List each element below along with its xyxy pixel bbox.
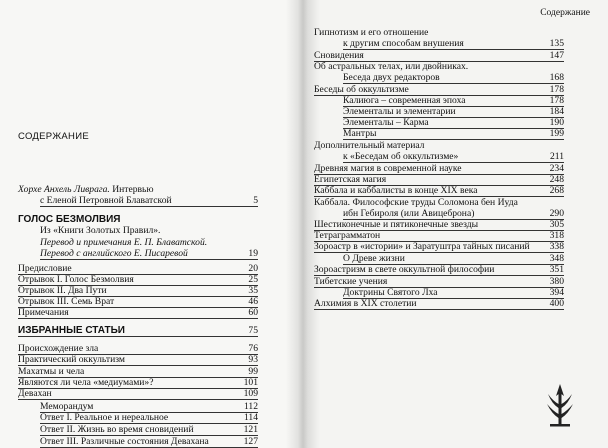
entry-page-number: 135: [549, 38, 564, 49]
entry-page-number: 35: [248, 285, 258, 296]
entry-title: Сновидения: [314, 50, 364, 61]
entry-title: Ответ III. Различные состояния Девахана: [40, 436, 209, 447]
right-entry: [314, 197, 564, 208]
entry-page-number: 112: [243, 401, 258, 412]
entry-title: О Древе жизни: [343, 253, 405, 264]
entry-page-number: 93: [248, 354, 258, 365]
entry-page-number: 20: [248, 263, 258, 274]
entry-title: Девахан: [18, 388, 52, 399]
entry-title: Каббала. Философские труды Соломона бен Иуда: [314, 197, 518, 208]
entry-title: к другим способам внушения: [343, 38, 464, 49]
entry-title: Каббала и каббалисты в конце XIX века: [314, 185, 478, 196]
publisher-logo-icon: [546, 382, 574, 428]
entry-page-number: 5: [253, 195, 258, 206]
entry-page-number: 109: [243, 388, 258, 399]
entry-page-number: 199: [549, 128, 564, 139]
entry-page-number: 318: [549, 230, 564, 241]
entry-title: Тибетские учения: [314, 276, 388, 287]
entry-page-number: 99: [248, 366, 258, 377]
entry-title: Зороастр в «истории» и Заратуштра тайных писаний: [314, 241, 530, 252]
entry-title: Доктрины Святого Лха: [343, 287, 438, 298]
entry-title: ИЗБРАННЫЕ СТАТЬИ: [18, 325, 125, 336]
entry-title: Из «Книги Золотых Правил».: [40, 225, 161, 236]
entry-title: Беседа двух редакторов: [343, 72, 440, 83]
right-entry: [314, 185, 564, 197]
right-entry: [314, 264, 564, 276]
entry-page-number: 19: [248, 248, 258, 259]
entry-page-number: 248: [549, 174, 564, 185]
entry-title: Тетраграмматон: [314, 230, 381, 241]
entry-page-number: 76: [248, 343, 258, 354]
right-entry: [314, 61, 564, 72]
entry-title: Примечания: [18, 307, 69, 318]
right-entry: [314, 298, 564, 310]
entry-page-number: 178: [549, 95, 564, 106]
entry-title: Отрывок III. Семь Врат: [18, 296, 115, 307]
entry-page-number: 268: [549, 185, 564, 196]
entry-title: Меморандум: [40, 401, 94, 412]
entry-title: Происхождение зла: [18, 343, 99, 354]
entry-page-number: 168: [549, 72, 564, 83]
entry-page-number: 400: [549, 298, 564, 309]
entry-page-number: 348: [549, 253, 564, 264]
entry-author: Хорхе Анхель Ливрага.: [18, 184, 113, 195]
toc-heading: СОДЕРЖАНИЕ: [18, 131, 89, 142]
entry-title: Об астральных телах, или двойниках.: [314, 61, 469, 72]
entry-page-number: 147: [549, 50, 564, 61]
entry-title: Алхимия в XIX столетии: [314, 298, 417, 309]
entry-title: Мантры: [343, 128, 377, 139]
entry-title: Египетская магия: [314, 174, 387, 185]
entry-title: к «Беседам об оккультизме»: [343, 151, 459, 162]
entry-title: ибн Гебироля (или Авицеброна): [343, 208, 475, 219]
entry-page-number: 75: [248, 325, 258, 336]
right-entry: [343, 38, 564, 50]
entry-page-number: 351: [549, 264, 564, 275]
entry-page-number: 114: [243, 412, 258, 423]
entry-title: Отрывок II. Два Пути: [18, 285, 107, 296]
entry-page-number: 121: [243, 424, 258, 435]
entry-title: с Еленой Петровной Блаватской: [40, 195, 172, 206]
entry-page-number: 46: [248, 296, 258, 307]
entry-title: Ответ II. Жизнь во время сновидений: [40, 424, 194, 435]
entry-title: Гипнотизм и его отношение: [314, 27, 429, 38]
entry-page-number: 127: [243, 436, 258, 447]
entry-page-number: 234: [549, 163, 564, 174]
entry-page-number: 25: [248, 274, 258, 285]
entry-title: Зороастризм в свете оккультной философии: [314, 264, 495, 275]
entry-page-number: 60: [248, 307, 258, 318]
entry-page-number: 380: [549, 276, 564, 287]
entry-title-rest: Интервью: [112, 184, 154, 195]
entry-title: Беседы об оккультизме: [314, 84, 409, 95]
entry-title: Дополнительный материал: [314, 140, 425, 151]
entry-title: Шестиконечные и пятиконечные звезды: [314, 219, 479, 230]
right-entry: [314, 27, 564, 38]
entry-page-number: 305: [549, 219, 564, 230]
entry-title: Предисловие: [18, 263, 72, 274]
entry-title: Перевод с английского Е. Писаревой: [40, 248, 188, 259]
running-head: Содержание: [540, 8, 590, 18]
entry-page-number: 184: [549, 106, 564, 117]
right-entry: [314, 140, 564, 151]
entry-title: Ответ I. Реальное и нереальное: [40, 412, 169, 423]
entry-title: ГОЛОС БЕЗМОЛВИЯ: [18, 214, 121, 225]
entry-title: Перевод и примечания Е. П. Блаватской.: [40, 237, 208, 248]
entry-page-number: 211: [549, 151, 564, 162]
entry-page-number: 178: [549, 84, 564, 95]
right-entry: [343, 72, 564, 84]
entry-title: Элементалы – Карма: [343, 117, 429, 128]
entry-page-number: 290: [549, 208, 564, 219]
entry-title: Калиюга – современная эпоха: [343, 95, 466, 106]
entry-page-number: 338: [549, 241, 564, 252]
right-entry: [343, 128, 564, 140]
right-entry: [314, 241, 564, 253]
entry-page-number: 101: [243, 377, 258, 388]
entry-title: Древняя магия в современной науке: [314, 163, 462, 174]
entry-page-number: 394: [549, 287, 564, 298]
entry-title: Махатмы и чела: [18, 366, 85, 377]
right-entry: [343, 151, 564, 163]
entry-title: Практический оккультизм: [18, 354, 125, 365]
entry-title: Являются ли чела «медиумами»?: [18, 377, 154, 388]
entry-title: Элементалы и элементарии: [343, 106, 456, 117]
entry-page-number: 190: [549, 117, 564, 128]
entry-title: Отрывок I. Голос Безмолвия: [18, 274, 134, 285]
